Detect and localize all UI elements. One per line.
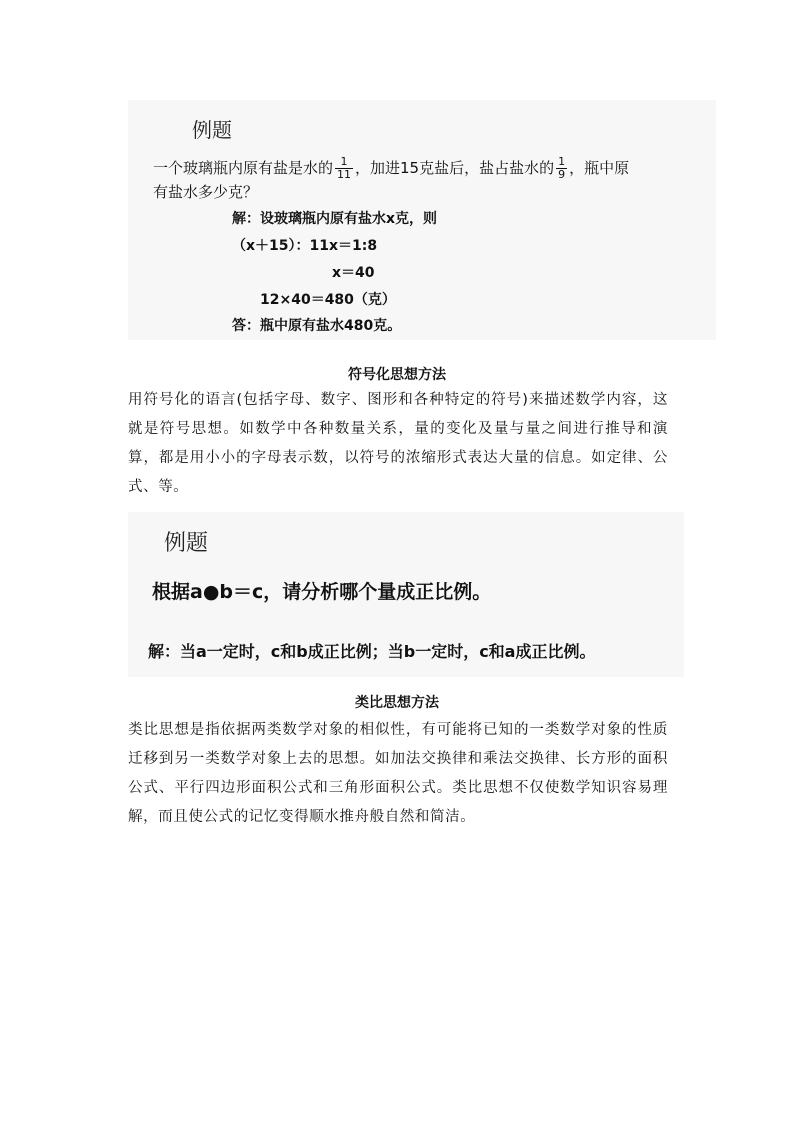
example-2-question: 根据a●b＝c，请分析哪个量成正比例。	[152, 581, 492, 603]
example-2-title: 例题	[164, 531, 209, 556]
example-2-image	[128, 512, 684, 677]
example-1-solution-line-4: 12×40＝480（克）	[260, 292, 396, 308]
fraction-1-11	[335, 156, 353, 181]
section-heading-symbolization: 符号化思想方法	[348, 367, 446, 383]
question-text-c: ，瓶中原	[569, 159, 630, 177]
example-1-question-line-1	[153, 156, 629, 181]
example-1-solution-line-1: 解：设玻璃瓶内原有盐水x克，则	[232, 211, 438, 227]
example-1-solution-line-2: （x＋15）：11x＝1:8	[232, 238, 378, 254]
example-1-image	[128, 100, 716, 340]
section-heading-analogy: 类比思想方法	[355, 695, 439, 711]
fraction-1-denominator: 11	[337, 168, 352, 181]
fraction-1-numerator: 1	[335, 156, 353, 169]
section-paragraph-analogy: 类比思想是指依据两类数学对象的相似性，有可能将已知的一类数学对象的性质迁移到另一类数学对象上去的思想。如加法交换律和乘法交换律、长方形的面积公式、平行四边形面积公式和三角形面积公式。类比思想不仅使数学知识容易理解，而且使公式的记忆变得顺水推舟般自然和简洁。	[128, 722, 668, 825]
example-2-solution: 解：当a一定时，c和b成正比例；当b一定时，c和a成正比例。	[148, 642, 596, 661]
section-paragraph-symbolization: 用符号化的语言(包括字母、数字、图形和各种特定的符号)来描述数学内容，这就是符号思想。如数学中各种数量关系，量的变化及量与量之间进行推导和演算，都是用小小的字母表示数，以符号的浓缩形式表达大量的信息。如定律、公式、等。	[128, 392, 668, 495]
fraction-2-denominator: 9	[558, 168, 566, 181]
example-1-title: 例题	[192, 118, 232, 142]
example-1-solution-line-3: x＝40	[332, 265, 375, 281]
example-1-answer: 答：瓶中原有盐水480克。	[232, 318, 402, 334]
question-text-b: ，加进15克盐后，盐占盐水的	[355, 159, 555, 177]
fraction-2-numerator: 1	[558, 155, 566, 168]
fraction-1-9	[556, 156, 567, 181]
example-1-question-line-2: 有盐水多少克？	[153, 183, 259, 201]
question-text-a: 一个玻璃瓶内原有盐是水的	[153, 159, 334, 177]
